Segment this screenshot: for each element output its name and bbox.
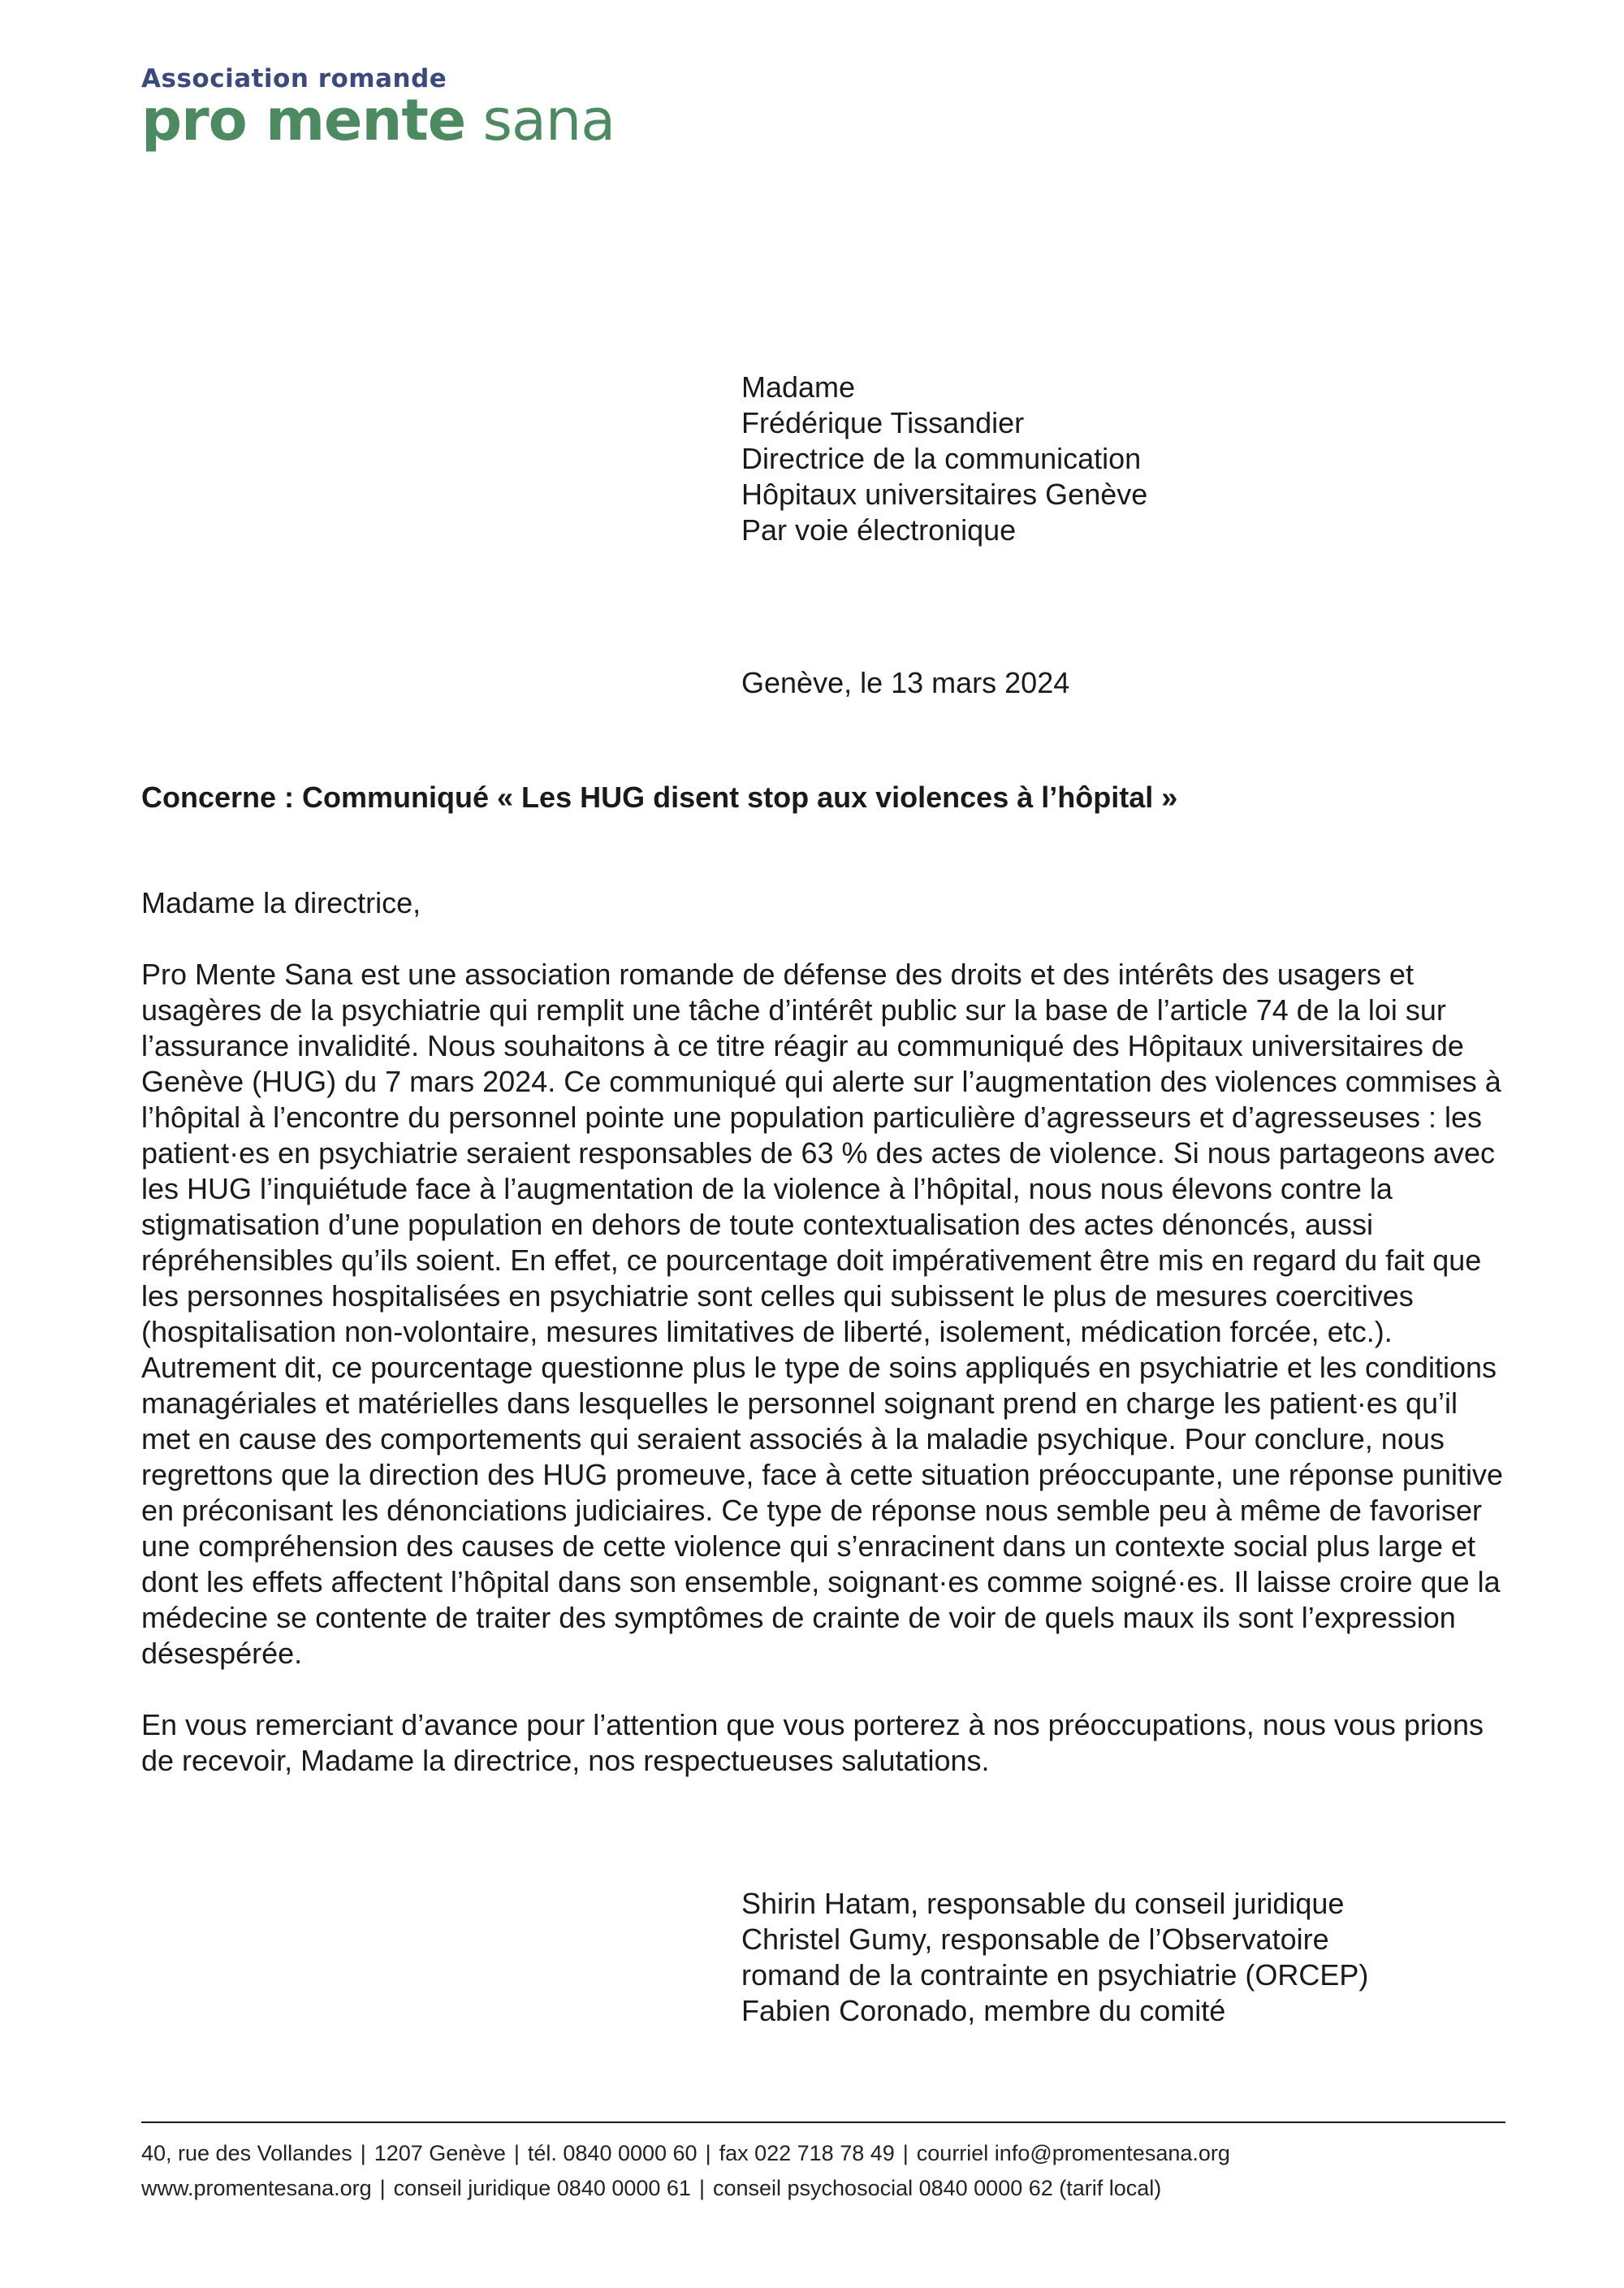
logo-word-sana: sana	[482, 87, 615, 154]
recipient-line: Frédérique Tissandier	[741, 406, 1025, 439]
footer-divider	[141, 2121, 1505, 2123]
signature-line: Christel Gumy, responsable de l’Observatoire	[741, 1923, 1329, 1956]
signature-line: Shirin Hatam, responsable du conseil juridique	[741, 1887, 1345, 1920]
salutation: Madame la directrice,	[141, 886, 421, 919]
body-paragraph-main: Pro Mente Sana est une association romande de défense des droits et des intérêts des usagers et usagères de la psychiatrie qui remplit une tâche d’intérêt public sur la base de l’article 74 de la loi sur l’assurance invalidité. Nous souhaitons à ce titre réagir au communiqué des Hôpitaux universitaires de Genève (HUG) du 7 mars 2024. Ce communiqué qui alerte sur l’augmentation des violences commises à l’hôpital à l’encontre du personnel pointe une population particulière d’agresseurs et d’agresseuses : les patient·es en psychiatrie seraient responsables de 63 % des actes de violence. Si nous partageons avec les HUG l’inquiétude face à l’augmentation de la violence à l’hôpital, nous nous élevons contre la stigmatisation d’une population en dehors de toute contextualisation des actes dénoncés, aussi répréhensibles qu’ils soient. En effet, ce pourcentage doit impérativement être mis en regard du fait que les personnes hospitalisées en psychiatrie sont celles qui subissent le plus de mesures coercitives (hospitalisation non-volontaire, mesures limitatives de liberté, isolement, médication forcée, etc.). Autrement dit, ce pourcentage questionne plus le type de soins appliqués en psychiatrie et les conditions managériales et matérielles dans lesquelles le personnel soignant prend en charge les patient·es qu’il met en cause des comportements qui seraient associés à la maladie psychique. Pour conclure, nous regrettons que la direction des HUG promeuve, face à cette situation préoccupante, une réponse punitive en préconisant les dénonciations judiciaires. Ce type de réponse nous semble peu à même de favoriser une compréhension des causes de cette violence qui s’enracinent dans un contexte social plus large et dont les effets affectent l’hôpital dans son ensemble, soignant·es comme soigné·es. Il laisse croire que la médecine se contente de traiter des symptômes de crainte de voir de quels maux ils sont l’expression désespérée.	[141, 958, 1504, 1670]
footer-separator: |	[360, 2141, 366, 2165]
footer-separator: |	[698, 2176, 705, 2200]
footer-separator: |	[902, 2141, 909, 2165]
footer-city: 1207 Genève	[374, 2141, 506, 2165]
signature-line: Fabien Coronado, membre du comité	[741, 1994, 1226, 2027]
letter-subject: Concerne : Communiqué « Les HUG disent stop aux violences à l’hôpital »	[141, 781, 1178, 814]
footer-email: courriel info@promentesana.org	[916, 2141, 1230, 2165]
footer-separator: |	[513, 2141, 520, 2165]
footer-legal-advice: conseil juridique 0840 0000 61	[393, 2176, 691, 2200]
recipient-line: Madame	[741, 370, 856, 404]
footer-psychosocial-advice: conseil psychosocial 0840 0000 62 (tarif local)	[712, 2176, 1162, 2200]
logo-subtitle: Association romande	[141, 64, 447, 93]
signatures-block	[741, 1886, 1368, 2029]
footer-fax: fax 022 718 78 49	[719, 2141, 895, 2165]
footer-website: www.promentesana.org	[141, 2176, 372, 2200]
association-logo	[141, 65, 615, 153]
signature-line: romand de la contrainte en psychiatrie (ORCEP)	[741, 1958, 1369, 1992]
recipient-line: Par voie électronique	[741, 513, 1017, 547]
footer-separator: |	[379, 2176, 386, 2200]
logo-word-pro-mente: pro mente	[141, 87, 466, 154]
footer-separator: |	[705, 2141, 711, 2165]
recipient-line: Directrice de la communication	[741, 442, 1142, 475]
recipient-address	[741, 370, 1147, 548]
recipient-line: Hôpitaux universitaires Genève	[741, 478, 1148, 511]
letter-body	[141, 885, 1505, 1779]
footer-contact-line	[141, 2139, 1230, 2167]
letter-date: Genève, le 13 mars 2024	[741, 666, 1070, 699]
footer-address: 40, rue des Vollandes	[141, 2141, 352, 2165]
footer-services-line	[141, 2174, 1161, 2202]
footer-phone: tél. 0840 0000 60	[527, 2141, 698, 2165]
logo-wordmark	[141, 88, 615, 153]
body-paragraph-closing: En vous remerciant d’avance pour l’attention que vous porterez à nos préoccupations, nous vous prions de recevoir, Madame la directrice, nos respectueuses salutations.	[141, 1708, 1484, 1777]
